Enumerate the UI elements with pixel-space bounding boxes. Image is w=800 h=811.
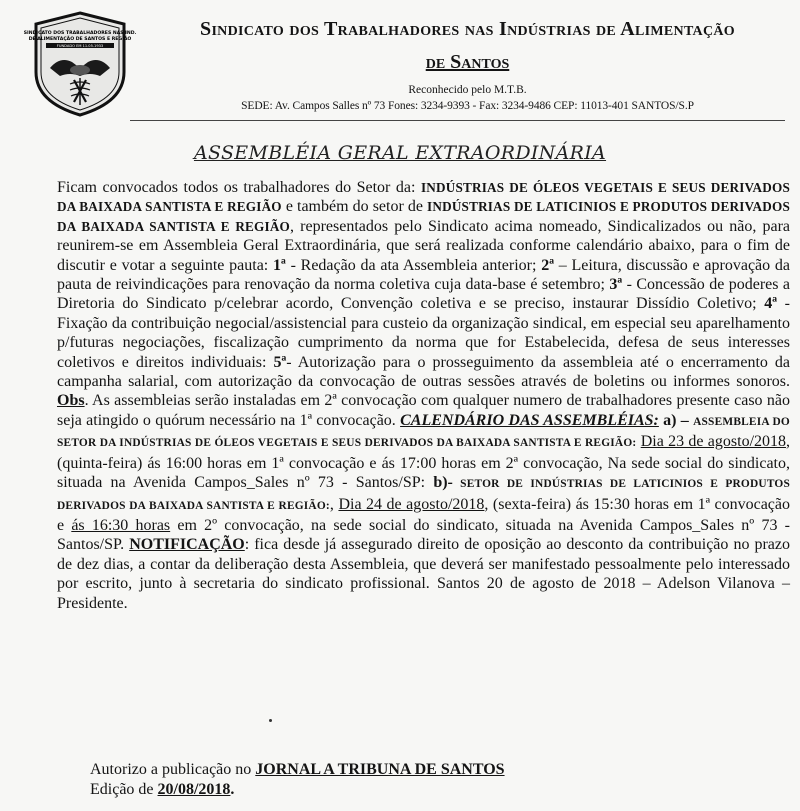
body-text: Ficam convocados todos os trabalhadores do Setor da: bbox=[57, 179, 421, 196]
newspaper-name: JORNAL A TRIBUNA DE SANTOS bbox=[255, 761, 505, 778]
body-text: , bbox=[329, 495, 339, 513]
calendar-item-b-marker: b)- bbox=[433, 474, 453, 492]
union-name-line-2: de Santos bbox=[425, 51, 510, 73]
sector-dairy-name: INDÚSTRIAS DE LATICINIOS E PRODUTOS DERIVADOS DA BAIXADA SANTISTA E REGIÃO bbox=[57, 199, 790, 234]
agenda-item-text: - Autorização para o prosseguimento da assembleia até o encerramento da campanha salarial, com autorização da convocação de outras sessões através de boletins ou informes sonoros. bbox=[57, 353, 791, 391]
agenda-item-number: 5ª bbox=[273, 353, 287, 371]
edition-date: 20/08/2018 bbox=[157, 781, 231, 798]
publication-authorization bbox=[90, 760, 505, 800]
assembly-b-second-time: ás 16:30 horas bbox=[71, 516, 171, 534]
headquarters-address: SEDE: Av. Campos Salles nº 73 Fones: 3234-9393 - Fax: 3234-9486 CEP: 11013-401 SANTOS/S.P bbox=[241, 100, 694, 112]
svg-text:SINDICATO DOS TRABALHADORES NA: SINDICATO DOS TRABALHADORES NAS IND. bbox=[23, 31, 137, 36]
agenda-item-text: – Leitura, discussão e aprovação da pauta de reivindicações para renovação da norma coletiva cuja data-base é setembro; bbox=[57, 256, 791, 294]
edition-prefix: Edição de bbox=[90, 781, 158, 798]
svg-text:DE ALIMENTAÇÃO DE SANTOS E REG: DE ALIMENTAÇÃO DE SANTOS E REGIÃO bbox=[28, 37, 132, 42]
agenda-item-text: - Redação da ata Assembleia anterior; bbox=[285, 256, 542, 274]
assembly-a-details: , (quinta-feira) ás 16:00 horas em 1ª convocação e ás 17:00 horas em 2ª convocação, Na sede social do sindicato, situada na Avenida Campos_Sales nº 73 - Santos/SP: bbox=[57, 433, 791, 492]
assembly-b-location: em 2º convocação, na sede social do sindicato, situada na Avenida Campos_Sales nº 73 - Santos/SP. bbox=[57, 516, 790, 554]
agenda-item-text: - Fixação da contribuição negocial/assistencial para custeio da organização sindical, em especial seu aparelhamento p/futuras negociações, fiscalização cumprimento da norma que for Estabelecida, defesa de seus interesses coletivos e direitos individuais: bbox=[57, 295, 791, 371]
calendar-heading: CALENDÁRIO DAS ASSEMBLÉIAS: bbox=[400, 411, 659, 429]
sector-oils-name: INDÚSTRIAS DE ÓLEOS VEGETAIS E SEUS DERIVADOS DA BAIXADA SANTISTA E REGIÃO bbox=[57, 180, 790, 215]
agenda-item-number: 2ª bbox=[541, 256, 555, 274]
agenda-item-text: - Concessão de poderes a Diretoria do Sindicato p/celebrar acordo, Convenção coletiva e se preciso, instaurar Dissídio Coletivo; bbox=[57, 276, 791, 313]
stray-mark bbox=[269, 719, 272, 722]
convocation-text bbox=[57, 178, 790, 613]
assembly-b-sector: SETOR DE INDÚSTRIAS DE LATICINIOS E PRODUTOS DERIVADOS DA BAIXADA SANTISTA E REGIÃO: bbox=[57, 478, 791, 512]
header-divider bbox=[130, 120, 785, 121]
union-name-line-1: Sindicato dos Trabalhadores nas Indústrias de Alimentação bbox=[200, 18, 735, 40]
body-text: , representados pelo Sindicato acima nomeado, Sindicalizados ou não, para reunirem-se em Assembleia Geral Extraordinária, que será realizada conforme calendário abaixo, para o fim de discutir e votar a seguinte pauta: bbox=[57, 217, 791, 274]
document-title: ASSEMBLÉIA GERAL EXTRAORDINÁRIA bbox=[193, 142, 607, 164]
agenda-item-number: 1ª bbox=[273, 256, 286, 274]
agenda-item-number: 3ª bbox=[609, 276, 623, 294]
body-text: e também do setor de bbox=[281, 198, 428, 216]
agenda-item-number: 4ª bbox=[764, 295, 778, 313]
authorization-prefix: Autorizo a publicação no bbox=[90, 761, 256, 778]
svg-text:FUNDADO EM 11.05.1933: FUNDADO EM 11.05.1933 bbox=[56, 44, 104, 48]
obs-label: Obs bbox=[57, 392, 85, 410]
notification-text: : fica desde já assegurado direito de oposição ao desconto da contribuição no prazo de dez dias, a contar da deliberação desta Assembleia, que deverá ser manifestado pessoalmente pelo interessado por escrito, junto à secretaria do sindicato profissional. Santos 20 de agosto de 2018 – Adelson Vilanova – Presidente. bbox=[57, 536, 791, 612]
assembly-a-date: Dia 23 de agosto/2018 bbox=[640, 433, 787, 451]
union-seal-logo bbox=[23, 10, 137, 118]
assembly-b-details: , (sexta-feira) ás 15:30 horas em 1ª convocação e bbox=[57, 495, 791, 534]
notification-label: NOTIFICAÇÃO bbox=[129, 536, 245, 554]
recognition-note: Reconhecido pelo M.T.B. bbox=[408, 84, 527, 96]
assembly-b-date: Dia 24 de agosto/2018 bbox=[338, 495, 485, 513]
edition-suffix: . bbox=[230, 781, 235, 798]
obs-text: . As assembleias serão instaladas em 2ª convocação com qualquer numero de trabalhadores presente caso não seja atingido o quórum necessário na 1ª convocação. bbox=[57, 392, 790, 429]
calendar-item-a-marker: a) – bbox=[658, 411, 694, 429]
assembly-a-sector: ASSEMBLEIA DO SETOR DA INDÚSTRIAS DE ÓLEOS VEGETAIS E SEUS DERIVADOS DA BAIXADA SANTISTA E REGIÃO: bbox=[57, 415, 790, 450]
